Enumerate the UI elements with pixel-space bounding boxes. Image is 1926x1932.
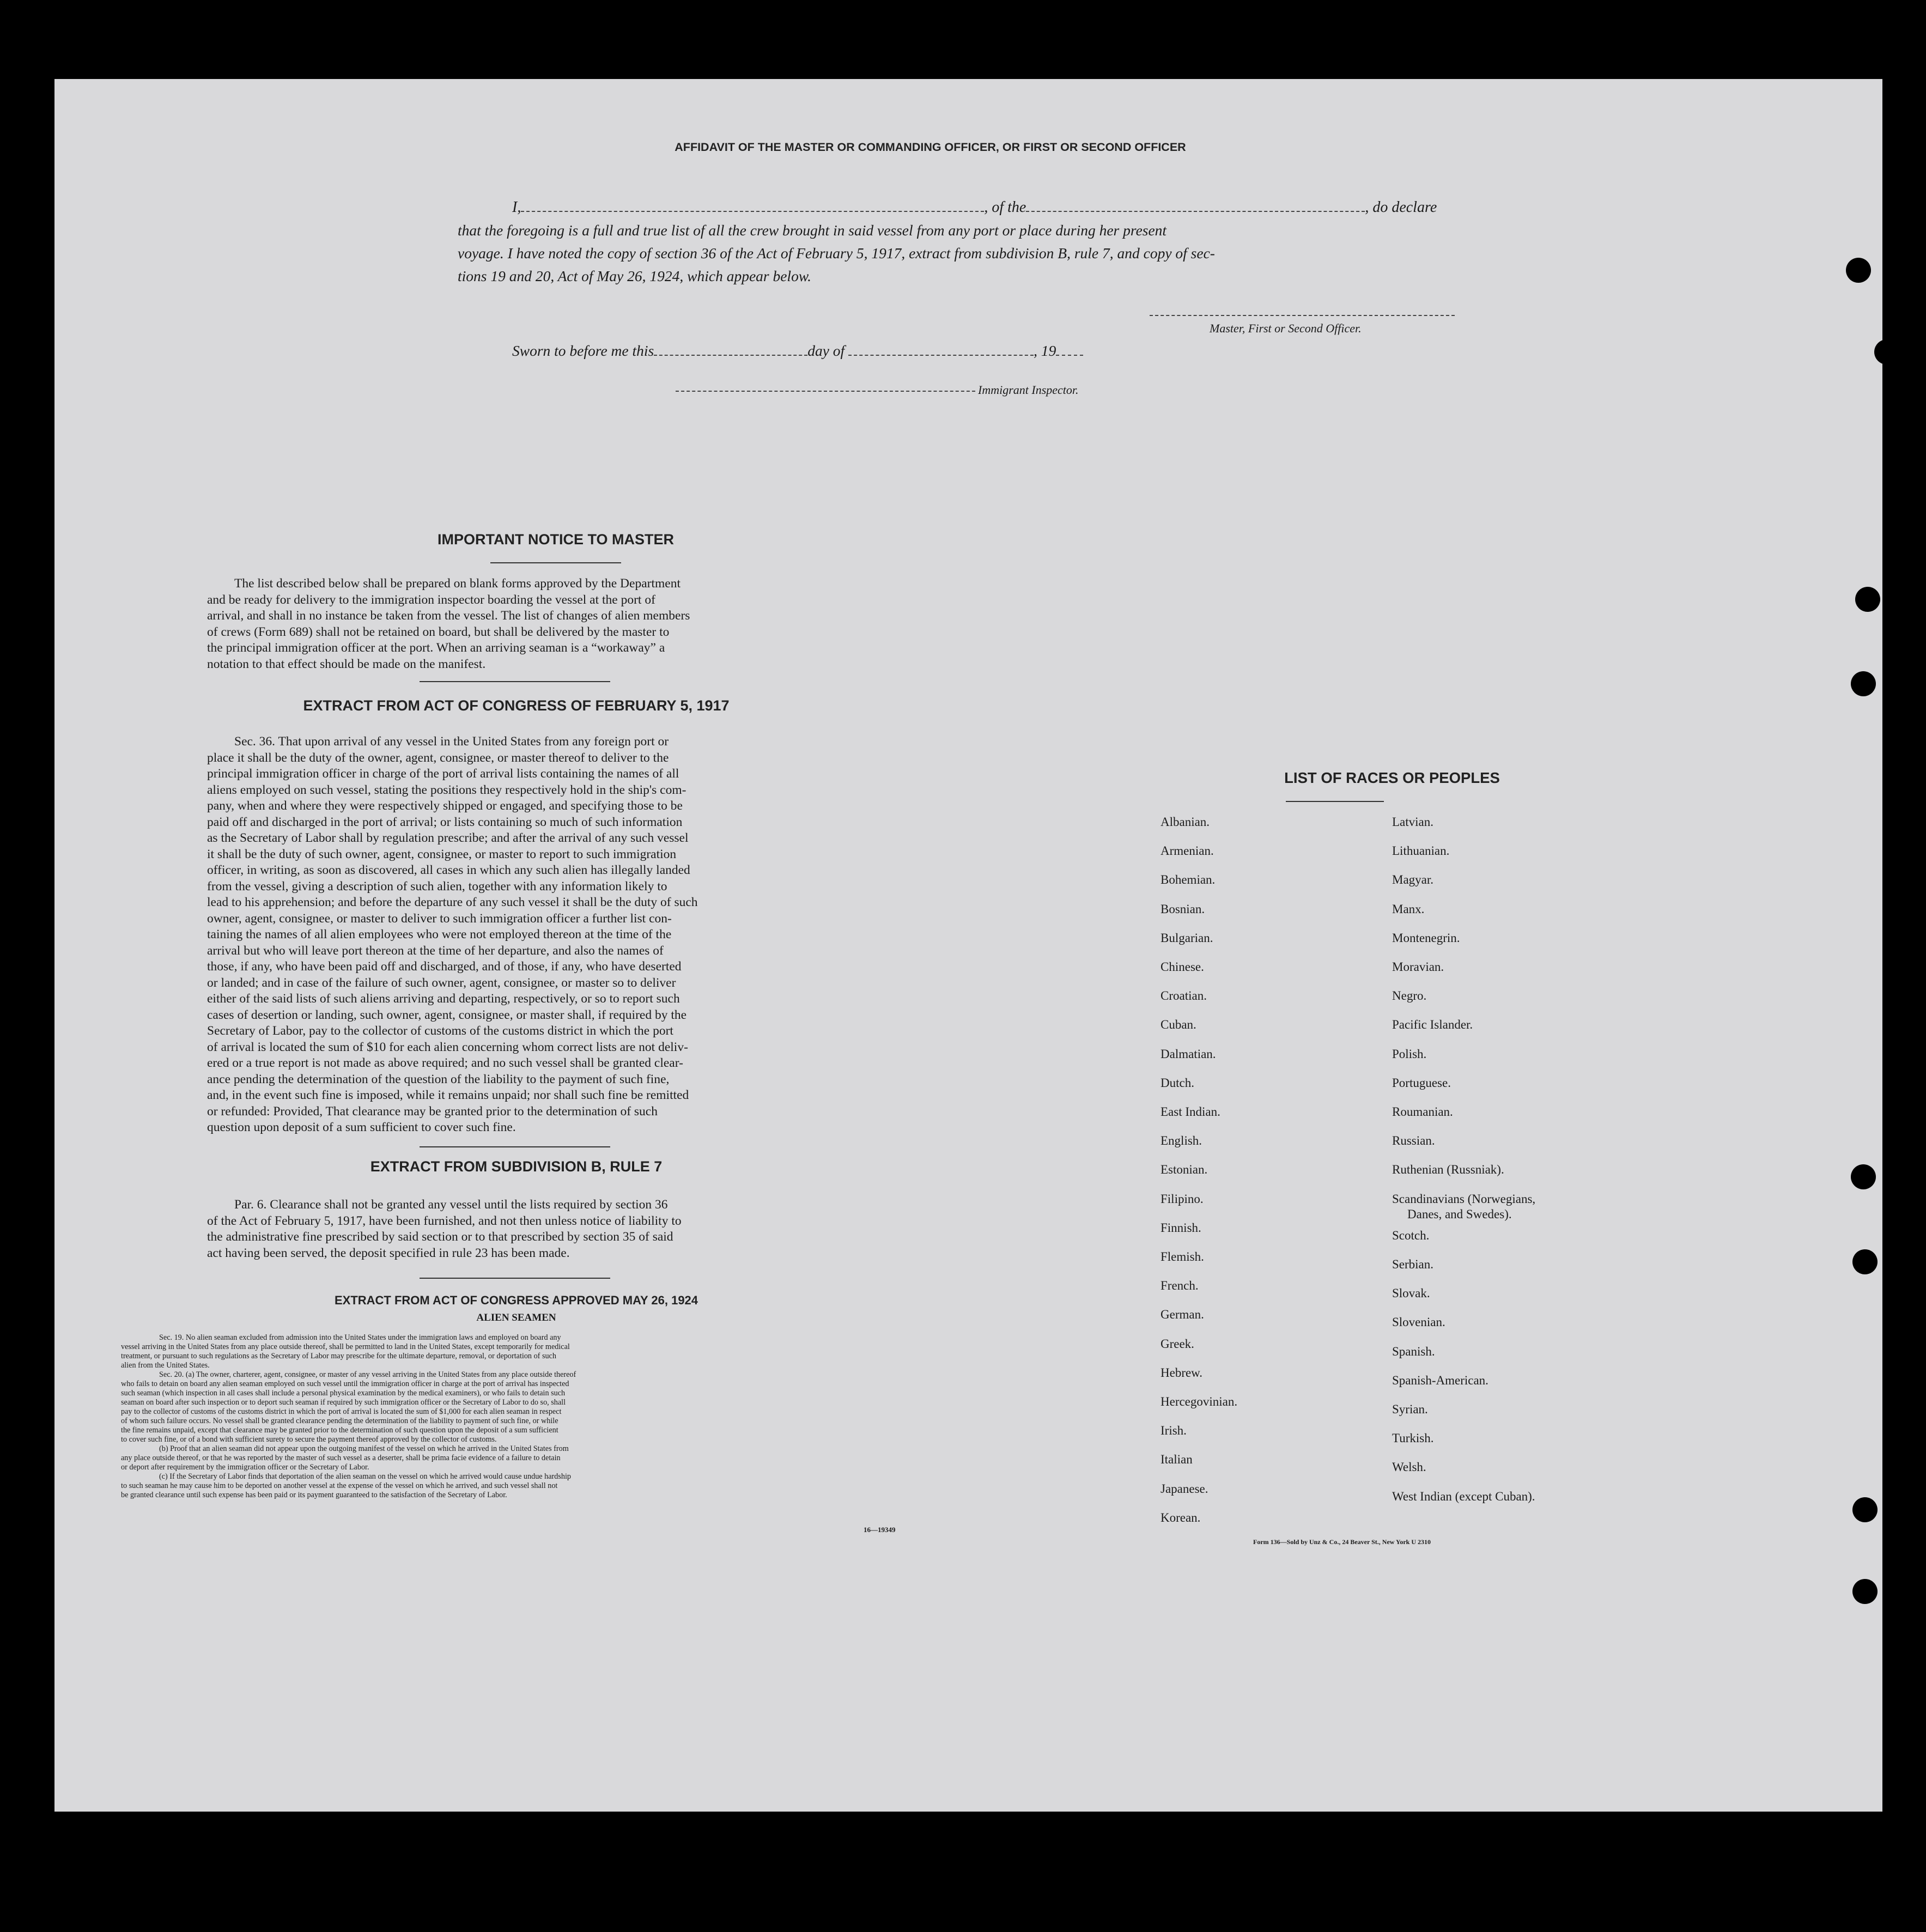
act-1924-line: to cover such fine, or of a bond with sufficient surety to secure the payment thereof approved by the collector of customs. bbox=[121, 1435, 497, 1444]
affidavit-line-3: voyage. I have noted the copy of section 36 of the Act of February 5, 1917, extract from subdivision B, rule 7, and copy of sec- bbox=[458, 245, 1215, 262]
notice-title: IMPORTANT NOTICE TO MASTER bbox=[438, 531, 674, 548]
act-1917-line: ered or a true report is not made as above required; and no such vessel shall be granted clear- bbox=[207, 1056, 683, 1070]
divider bbox=[420, 1146, 610, 1147]
race-item: Portuguese. bbox=[1392, 1076, 1451, 1090]
sworn-line bbox=[512, 342, 1083, 360]
race-item: Japanese. bbox=[1161, 1481, 1208, 1496]
act-1924-body bbox=[121, 1333, 911, 1500]
act-1917-line: of arrival is located the sum of $10 for each alien concerning whom correct lists are not deliv- bbox=[207, 1040, 688, 1054]
race-item: Scotch. bbox=[1392, 1228, 1430, 1242]
notice-line: The list described below shall be prepared on blank forms approved by the Department bbox=[234, 576, 681, 591]
race-item: Bohemian. bbox=[1161, 873, 1216, 887]
race-item: Finnish. bbox=[1161, 1220, 1201, 1235]
race-item: East Indian. bbox=[1161, 1105, 1220, 1119]
affidavit-title: AFFIDAVIT OF THE MASTER OR COMMANDING OFFICER, OR FIRST OR SECOND OFFICER bbox=[675, 141, 1186, 154]
race-item: Hebrew. bbox=[1161, 1365, 1203, 1380]
race-item: Russian. bbox=[1392, 1134, 1435, 1148]
act-1924-line: any place outside thereof, or that he was reported by the master of such vessel as a deserter, shall be prima facie evidence of a failure to detain bbox=[121, 1454, 561, 1462]
divider bbox=[490, 562, 621, 563]
act-1917-line: and, in the event such fine is imposed, while it remains unpaid; nor shall such fine be remitted bbox=[207, 1088, 689, 1102]
act-1917-line: Sec. 36. That upon arrival of any vessel in the United States from any foreign port or bbox=[234, 734, 669, 749]
race-item: Greek. bbox=[1161, 1336, 1194, 1351]
form-sold-note: Form 136—Sold by Unz & Co., 24 Beaver St., New York U 2310 bbox=[1253, 1538, 1431, 1546]
notice-line: of crews (Form 689) shall not be retained on board, but shall be delivered by the master to bbox=[207, 624, 670, 639]
vessel-blank-field[interactable] bbox=[1026, 209, 1365, 212]
race-item: Filipino. bbox=[1161, 1192, 1204, 1206]
race-item: Estonian. bbox=[1161, 1163, 1208, 1177]
act-1924-line: (b) Proof that an alien seaman did not appear upon the outgoing manifest of the vessel on which he arrived in the United States from bbox=[159, 1444, 569, 1453]
race-item: Polish. bbox=[1392, 1047, 1427, 1061]
affidavit-line-4: tions 19 and 20, Act of May 26, 1924, which appear below. bbox=[458, 268, 812, 284]
act-1924-line: such seaman (which inspection in all cases shall include a personal physical examination by the medical examiners), or who fails to detain such bbox=[121, 1389, 566, 1398]
race-item: Montenegrin. bbox=[1392, 931, 1460, 945]
rule-7-line: the administrative fine prescribed by said section or to that prescribed by section 35 of said bbox=[207, 1230, 673, 1244]
race-item: Slovenian. bbox=[1392, 1315, 1445, 1329]
race-item: Dalmatian. bbox=[1161, 1047, 1216, 1061]
race-item: German. bbox=[1161, 1308, 1204, 1322]
sworn-label: Sworn to before me this bbox=[512, 342, 654, 359]
divider bbox=[420, 1278, 610, 1279]
notice-line: notation to that effect should be made on the manifest. bbox=[207, 657, 486, 671]
act-1924-line: treatment, or pursuant to such regulations as the Secretary of Labor may prescribe for the ultimate departure, removal, or deportation of such bbox=[121, 1352, 556, 1360]
act-1924-line: the fine remains unpaid, except that clearance may be granted prior to the determination of such question upon the deposit of a sum sufficient bbox=[121, 1426, 558, 1435]
race-item: Bulgarian. bbox=[1161, 931, 1213, 945]
race-item: Korean. bbox=[1161, 1510, 1201, 1524]
act-1917-line: paid off and discharged in the port of arrival; or lists containing so much of such information bbox=[207, 815, 683, 829]
form-code: 16—19349 bbox=[864, 1526, 896, 1534]
act-1917-body bbox=[207, 734, 825, 1136]
act-1917-line: cases of desertion or landing, such owner, agent, consignee, or master shall, if required by the bbox=[207, 1007, 687, 1022]
act-1917-line: owner, agent, consignee, or master to deliver to such immigration officer a further list con- bbox=[207, 911, 672, 926]
act-1917-line: taining the names of all alien employees who were not employed thereon at the time of the bbox=[207, 927, 672, 941]
act-1924-line: or deport after requirement by the immigration officer or the Secretary of Labor. bbox=[121, 1463, 369, 1472]
divider bbox=[420, 681, 610, 682]
race-item: French. bbox=[1161, 1279, 1199, 1293]
race-item: Dutch. bbox=[1161, 1076, 1194, 1090]
race-item: Chinese. bbox=[1161, 960, 1204, 974]
race-item: Manx. bbox=[1392, 902, 1425, 916]
act-1924-line: to such seaman he may cause him to be deported on another vessel at the expense of the vessel on which he arrived, and such vessel shall not bbox=[121, 1481, 558, 1490]
act-1917-line: pany, when and where they were respectively shipped or engaged, and specifying those to be bbox=[207, 799, 683, 813]
act-1917-line: it shall be the duty of such owner, agent, consignee, or master to report to such immigration bbox=[207, 847, 677, 861]
rule-7-title: EXTRACT FROM SUBDIVISION B, RULE 7 bbox=[370, 1158, 663, 1175]
act-1924-line: be granted clearance until such expense has been paid or its payment guaranteed to the satisfaction of the Secretary of Labor. bbox=[121, 1491, 507, 1499]
race-item: Ruthenian (Russniak). bbox=[1392, 1163, 1504, 1177]
act-1917-line: aliens employed on such vessel, stating the positions they respectively hold in the ship's com- bbox=[207, 782, 686, 797]
act-1917-line: or landed; and in case of the failure of such owner, agent, consignee, or master so to deliver bbox=[207, 975, 676, 990]
race-item: Bosnian. bbox=[1161, 902, 1205, 916]
race-item: Cuban. bbox=[1161, 1018, 1196, 1032]
act-1924-subtitle: ALIEN SEAMEN bbox=[476, 1312, 556, 1323]
divider bbox=[1286, 801, 1384, 802]
race-item: Pacific Islander. bbox=[1392, 1018, 1473, 1032]
rule-7-line: of the Act of February 5, 1917, have been furnished, and not then unless notice of liability to bbox=[207, 1213, 682, 1228]
notice-line: the principal immigration officer at the port. When an arriving seaman is a “workaway” a bbox=[207, 641, 665, 655]
race-item: Spanish. bbox=[1392, 1344, 1435, 1358]
rule-7-line: Par. 6. Clearance shall not be granted any vessel until the lists required by section 36 bbox=[234, 1198, 668, 1212]
race-item: Roumanian. bbox=[1392, 1105, 1453, 1119]
act-1924-line: Sec. 19. No alien seaman excluded from admission into the United States under the immigration laws and employed on board any bbox=[159, 1333, 561, 1342]
race-item: Danes, and Swedes). bbox=[1407, 1207, 1512, 1221]
act-1917-line: ance pending the determination of the question of the liability to the payment of such fine, bbox=[207, 1072, 670, 1086]
race-item: Welsh. bbox=[1392, 1460, 1426, 1474]
punch-hole bbox=[1852, 1249, 1878, 1274]
act-1917-line: Secretary of Labor, pay to the collector of customs of the customs district in which the port bbox=[207, 1024, 673, 1038]
act-1924-line: (c) If the Secretary of Labor finds that deportation of the alien seaman on the vessel on which he arrived would cause undue hardship bbox=[159, 1472, 572, 1481]
punch-hole bbox=[1851, 671, 1876, 696]
race-item: English. bbox=[1161, 1134, 1202, 1148]
race-item: Latvian. bbox=[1392, 815, 1433, 829]
act-1924-line: pay to the collector of customs of the customs district in which the port of arrival is located the sum of $1,000 for each alien seaman in respect bbox=[121, 1407, 562, 1416]
name-blank-field[interactable] bbox=[521, 209, 984, 212]
affidavit-i: I, bbox=[512, 199, 521, 216]
sworn-day-field[interactable] bbox=[654, 353, 807, 356]
race-item: Croatian. bbox=[1161, 989, 1207, 1003]
act-1924-line: alien from the United States. bbox=[121, 1361, 210, 1370]
act-1917-line: place it shall be the duty of the owner, agent, consignee, or master thereof to deliver to the bbox=[207, 750, 669, 765]
race-item: Magyar. bbox=[1392, 873, 1434, 887]
race-item: West Indian (except Cuban). bbox=[1392, 1489, 1535, 1503]
punch-hole bbox=[1855, 587, 1880, 612]
race-item: Turkish. bbox=[1392, 1431, 1434, 1445]
race-item: Negro. bbox=[1392, 989, 1427, 1003]
affidavit-declaration-line bbox=[512, 199, 1487, 216]
race-item: Flemish. bbox=[1161, 1250, 1204, 1263]
race-item: Scandinavians (Norwegians, bbox=[1392, 1192, 1536, 1206]
punch-hole bbox=[1852, 1497, 1878, 1522]
punch-hole bbox=[1851, 1164, 1876, 1189]
notice-line: and be ready for delivery to the immigration inspector boarding the vessel at the port of bbox=[207, 592, 655, 607]
act-1924-title: EXTRACT FROM ACT OF CONGRESS APPROVED MAY 26, 1924 bbox=[334, 1293, 698, 1307]
year-label: , 19 bbox=[1034, 342, 1056, 359]
race-item: Moravian. bbox=[1392, 960, 1444, 974]
punch-hole bbox=[1846, 258, 1871, 283]
act-1924-line: of whom such failure occurs. No vessel shall be granted clearance pending the determination of the liability to payment of such fine, or while bbox=[121, 1417, 558, 1425]
act-1917-line: either of the said lists of such aliens arriving and departing, respectively, or so to report such bbox=[207, 992, 680, 1006]
affidavit-line-2: that the foregoing is a full and true list of all the crew brought in said vessel from any port or place during her present bbox=[458, 222, 1167, 239]
race-item: Lithuanian. bbox=[1392, 844, 1450, 858]
race-item: Italian bbox=[1161, 1453, 1193, 1467]
race-item: Armenian. bbox=[1161, 844, 1214, 858]
act-1924-line: Sec. 20. (a) The owner, charterer, agent, consignee, or master of any vessel arriving in the United States from any place outside thereof bbox=[159, 1370, 576, 1379]
act-1917-line: question upon deposit of a sum sufficient to cover such fine. bbox=[207, 1120, 516, 1134]
race-item: Spanish-American. bbox=[1392, 1373, 1488, 1387]
affidavit-do-declare: , do declare bbox=[1365, 199, 1437, 216]
race-item: Irish. bbox=[1161, 1424, 1187, 1438]
punch-hole bbox=[1852, 1579, 1878, 1604]
officer-signature-line[interactable] bbox=[1150, 315, 1455, 316]
notice-body bbox=[207, 576, 825, 672]
inspector-signature-line[interactable] bbox=[676, 391, 975, 392]
act-1917-line: from the vessel, giving a description of such alien, together with any information likely to bbox=[207, 879, 667, 894]
act-1917-line: or refunded: Provided, That clearance may be granted prior to the determination of such bbox=[207, 1104, 658, 1119]
rule-7-body bbox=[207, 1197, 825, 1261]
race-item: Hercegovinian. bbox=[1161, 1395, 1238, 1408]
act-1917-line: lead to his apprehension; and before the departure of any such vessel it shall be the duty of such bbox=[207, 895, 698, 909]
rule-7-line: act having been served, the deposit specified in rule 23 has been made. bbox=[207, 1246, 570, 1260]
race-item: Slovak. bbox=[1392, 1286, 1430, 1301]
race-item: Albanian. bbox=[1161, 815, 1210, 829]
act-1917-title: EXTRACT FROM ACT OF CONGRESS OF FEBRUARY 5, 1917 bbox=[303, 697, 730, 714]
affidavit-of-the: , of the bbox=[984, 199, 1026, 216]
officer-signature-label: Master, First or Second Officer. bbox=[1210, 321, 1362, 335]
act-1917-line: arrival but who will leave port thereon at the time of her departure, and also the names of bbox=[207, 943, 664, 958]
punch-hole bbox=[1874, 339, 1899, 364]
sworn-month-field[interactable] bbox=[848, 353, 1034, 356]
notice-line: arrival, and shall in no instance be taken from the vessel. The list of changes of alien members bbox=[207, 609, 690, 623]
act-1924-line: vessel arriving in the United States from any place outside thereof, shall be permitted to land in the United States, except temporarily for medical bbox=[121, 1342, 570, 1351]
races-title: LIST OF RACES OR PEOPLES bbox=[1284, 769, 1500, 786]
race-item: Serbian. bbox=[1392, 1257, 1434, 1271]
inspector-label: Immigrant Inspector. bbox=[978, 383, 1079, 397]
act-1924-line: seaman on board after such inspection or to deport such seaman if required by such immigration officer or the Secretary of Labor to do so, shall bbox=[121, 1398, 566, 1407]
act-1917-line: as the Secretary of Labor shall by regulation prescribe; and after the arrival of any such vessel bbox=[207, 831, 689, 845]
act-1917-line: those, if any, who have been paid off and discharged, and of those, if any, who have deserted bbox=[207, 959, 682, 974]
act-1917-line: principal immigration officer in charge of the port of arrival lists containing the names of all bbox=[207, 767, 679, 781]
act-1924-line: who fails to detain on board any alien seaman employed on such vessel until the immigration officer in charge at the port of arrival has inspected bbox=[121, 1380, 569, 1388]
race-item: Syrian. bbox=[1392, 1402, 1428, 1416]
day-of-label: day of bbox=[807, 342, 845, 359]
sworn-year-field[interactable] bbox=[1056, 353, 1083, 356]
act-1917-line: officer, in writing, as soon as discovered, all cases in which any such alien has illegally landed bbox=[207, 863, 690, 877]
